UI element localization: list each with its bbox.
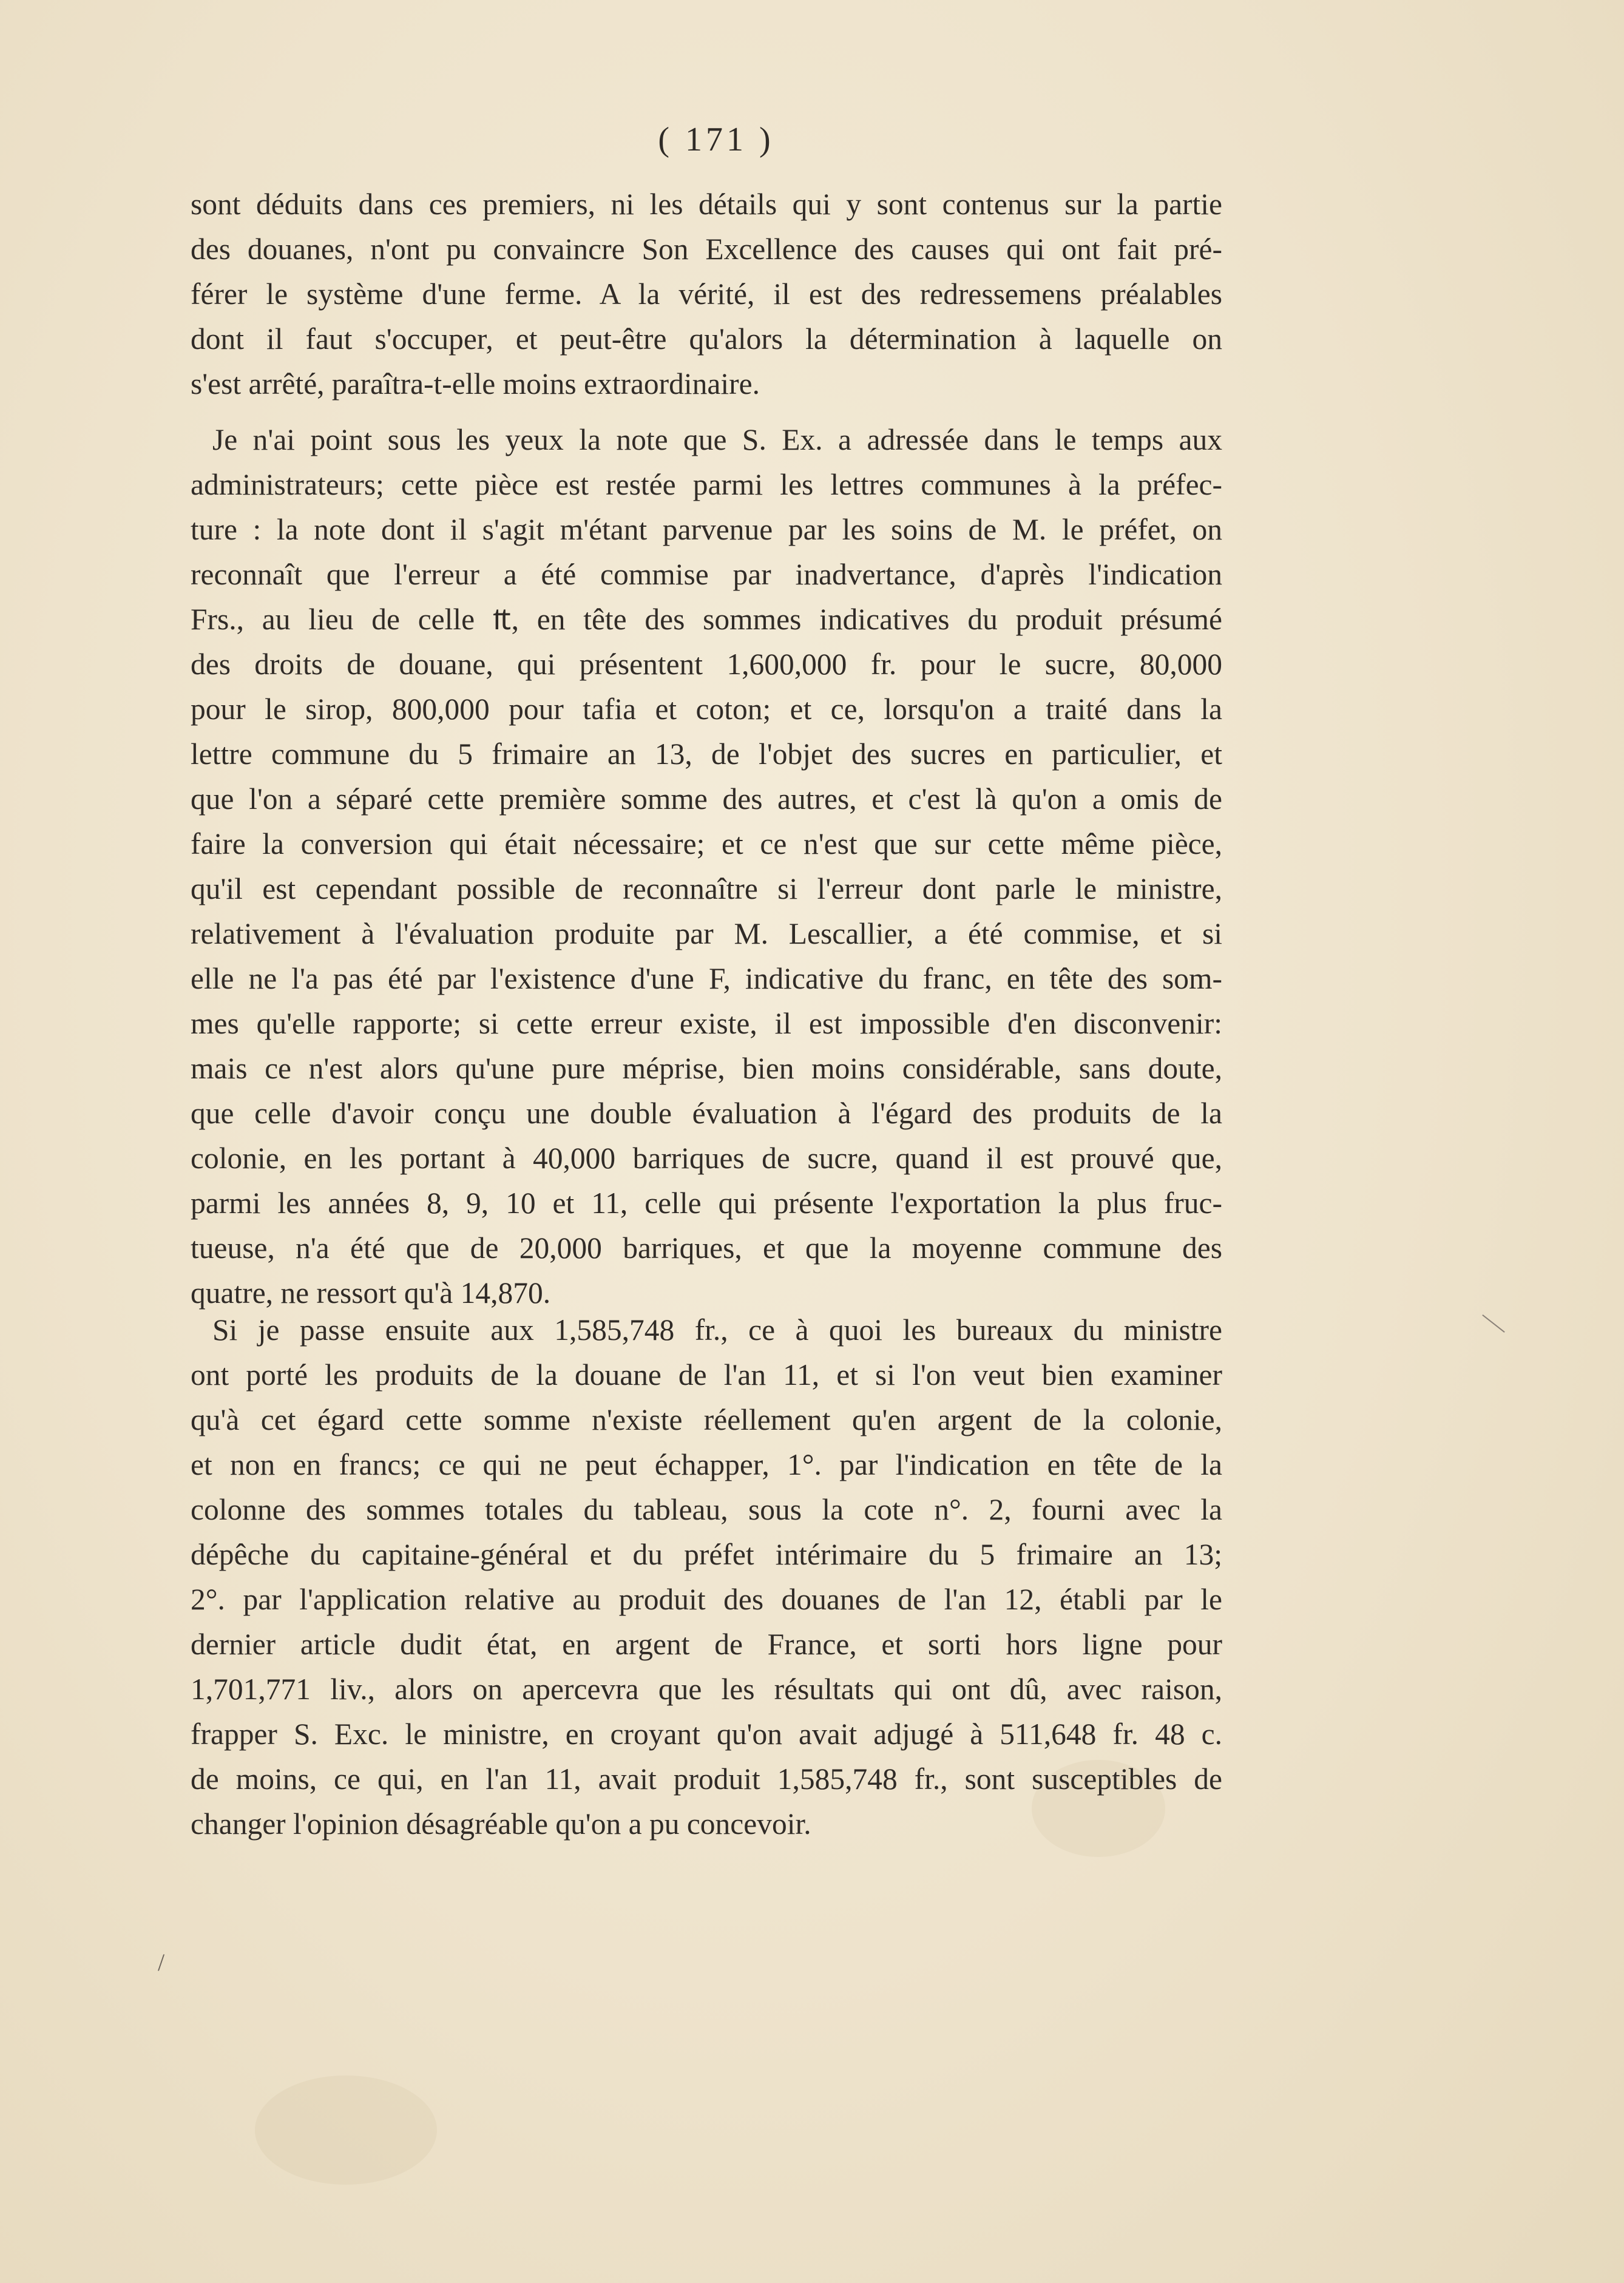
text-line: dernier article dudit état, en argent de France, et sorti hors ligne pour: [191, 1628, 1222, 1661]
paper-stain: [255, 2075, 437, 2185]
text-line: que l'on a séparé cette première somme des autres, et c'est là qu'on a omis de: [191, 782, 1222, 816]
text-line: des douanes, n'ont pu convaincre Son Excellence des causes qui ont fait pré-: [191, 232, 1222, 266]
text-line: colonne des sommes totales du tableau, sous la cote n°. 2, fourni avec la: [191, 1493, 1222, 1526]
text-line: mes qu'elle rapporte; si cette erreur existe, il est impossible d'en disconvenir:: [191, 1007, 1222, 1040]
text-line: ture : la note dont il s'agit m'étant parvenue par les soins de M. le préfet, on: [191, 513, 1222, 546]
text-line: mais ce n'est alors qu'une pure méprise, bien moins considérable, sans doute,: [191, 1052, 1222, 1085]
text-line: dont il faut s'occuper, et peut-être qu'alors la détermination à laquelle on: [191, 322, 1222, 356]
text-line: s'est arrêté, paraîtra-t-elle moins extraordinaire.: [191, 367, 760, 401]
text-line: Si je passe ensuite aux 1,585,748 fr., ce à quoi les bureaux du ministre: [212, 1313, 1222, 1347]
text-line: pour le sirop, 800,000 pour tafia et coton; et ce, lorsqu'on a traité dans la: [191, 692, 1222, 726]
text-line: tueuse, n'a été que de 20,000 barriques, et que la moyenne commune des: [191, 1231, 1222, 1265]
text-line: que celle d'avoir conçu une double évaluation à l'égard des produits de la: [191, 1097, 1222, 1130]
text-line: férer le système d'une ferme. A la vérité, il est des redressemens préalables: [191, 277, 1222, 311]
text-line: parmi les années 8, 9, 10 et 11, celle qui présente l'exportation la plus fruc-: [191, 1186, 1222, 1220]
text-line: relativement à l'évaluation produite par M. Lescallier, a été commise, et si: [191, 917, 1222, 950]
margin-tick-mark: [1482, 1314, 1504, 1333]
text-line: changer l'opinion désagréable qu'on a pu concevoir.: [191, 1807, 811, 1841]
text-line: qu'il est cependant possible de reconnaître si l'erreur dont parle le ministre,: [191, 872, 1222, 905]
text-line: Frs., au lieu de celle ₶, en tête des sommes indicatives du produit présumé: [191, 603, 1222, 636]
text-line: de moins, ce qui, en l'an 11, avait produit 1,585,748 fr., sont susceptibles de: [191, 1762, 1222, 1796]
text-line: qu'à cet égard cette somme n'existe réellement qu'en argent de la colonie,: [191, 1403, 1222, 1436]
text-line: reconnaît que l'erreur a été commise par inadvertance, d'après l'indication: [191, 558, 1222, 591]
text-line: quatre, ne ressort qu'à 14,870.: [191, 1276, 551, 1310]
paragraph-1: [191, 182, 1222, 407]
text-line: ont porté les produits de la douane de l'an 11, et si l'on veut bien examiner: [191, 1358, 1222, 1392]
paragraph-2: [191, 418, 1222, 1316]
text-line: administrateurs; cette pièce est restée parmi les lettres communes à la préfec-: [191, 468, 1222, 501]
text-line: dépêche du capitaine-général et du préfet intérimaire du 5 frimaire an 13;: [191, 1538, 1222, 1571]
text-line: lettre commune du 5 frimaire an 13, de l'objet des sucres en particulier, et: [191, 737, 1222, 771]
text-line: elle ne l'a pas été par l'existence d'une F, indicative du franc, en tête des som-: [191, 962, 1222, 995]
text-line: 1,701,771 liv., alors on apercevra que les résultats qui ont dû, avec raison,: [191, 1673, 1222, 1706]
text-line: des droits de douane, qui présentent 1,600,000 fr. pour le sucre, 80,000: [191, 648, 1222, 681]
margin-mark: /: [158, 1949, 165, 1976]
text-line: frapper S. Exc. le ministre, en croyant qu'on avait adjugé à 511,648 fr. 48 c.: [191, 1717, 1222, 1751]
text-line: colonie, en les portant à 40,000 barriques de sucre, quand il est prouvé que,: [191, 1142, 1222, 1175]
text-line: sont déduits dans ces premiers, ni les détails qui y sont contenus sur la partie: [191, 188, 1222, 221]
text-line: faire la conversion qui était nécessaire; et ce n'est que sur cette même pièce,: [191, 827, 1222, 861]
text-line: Je n'ai point sous les yeux la note que S. Ex. a adressée dans le temps aux: [212, 423, 1222, 456]
page-number: ( 171 ): [658, 121, 774, 158]
paragraph-3: [191, 1308, 1222, 1847]
text-line: et non en francs; ce qui ne peut échapper, 1°. par l'indication en tête de la: [191, 1448, 1222, 1481]
text-line: 2°. par l'application relative au produit des douanes de l'an 12, établi par le: [191, 1583, 1222, 1616]
